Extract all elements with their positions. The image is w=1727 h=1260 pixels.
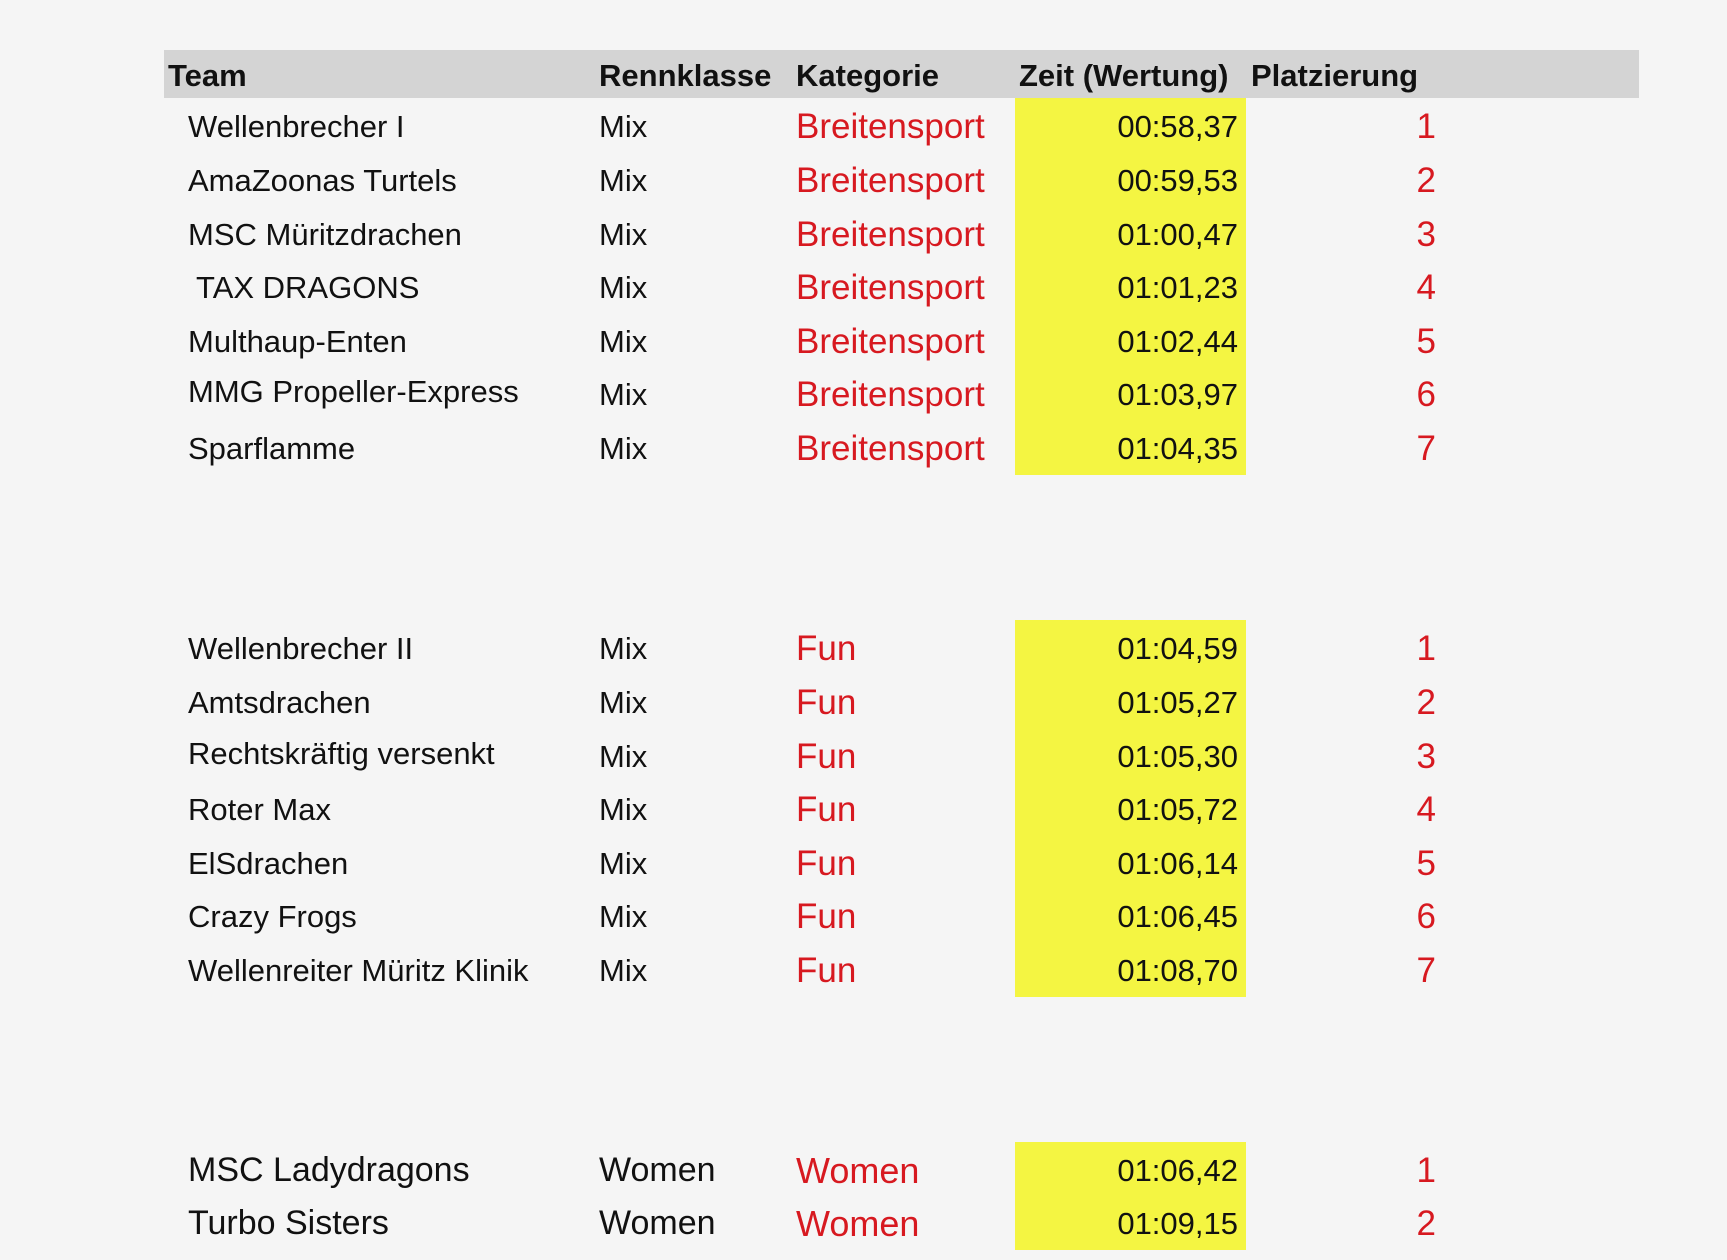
table-row	[0, 1197, 1727, 1250]
platzierung: 1	[1416, 1151, 1436, 1190]
rennklasse: Women	[599, 1204, 716, 1242]
team-name: AmaZoonas Turtels	[188, 163, 457, 198]
table-row	[0, 622, 1727, 675]
team-name: ElSdrachen	[188, 846, 349, 881]
rennklasse: Mix	[599, 846, 648, 881]
table-row	[0, 783, 1727, 836]
platzierung: 7	[1416, 951, 1436, 990]
team-name: Turbo Sisters	[188, 1204, 389, 1242]
rennklasse: Mix	[599, 953, 648, 988]
platzierung: 4	[1416, 268, 1436, 307]
table-row	[0, 208, 1727, 261]
platzierung: 1	[1416, 107, 1436, 146]
kategorie: Breitensport	[796, 161, 985, 200]
kategorie: Breitensport	[796, 107, 985, 146]
team-name: Sparflamme	[188, 431, 356, 466]
rennklasse: Mix	[599, 217, 648, 252]
platzierung: 3	[1416, 215, 1436, 254]
header-zeit: Zeit (Wertung)	[1019, 58, 1229, 93]
zeit: 00:59,53	[1117, 163, 1238, 198]
header-rennklasse: Rennklasse	[599, 58, 772, 93]
team-name: Roter Max	[188, 792, 331, 827]
team-name: Multhaup-Enten	[188, 324, 407, 359]
rennklasse: Women	[599, 1151, 716, 1189]
rennklasse: Mix	[599, 431, 648, 466]
kategorie: Fun	[796, 897, 857, 936]
team-name: Rechtskräftig versenkt	[188, 736, 495, 771]
header-team: Team	[168, 58, 247, 93]
table-row	[0, 890, 1727, 943]
team-name: Crazy Frogs	[188, 899, 357, 934]
rennklasse: Mix	[599, 739, 648, 774]
platzierung: 1	[1416, 629, 1436, 668]
team-name: Wellenbrecher II	[188, 631, 414, 666]
zeit: 01:05,27	[1117, 685, 1238, 720]
table-row	[0, 422, 1727, 475]
zeit: 01:04,59	[1117, 631, 1238, 666]
rennklasse: Mix	[599, 324, 648, 359]
rennklasse: Mix	[599, 792, 648, 827]
team-name: Amtsdrachen	[188, 685, 371, 720]
table-row	[0, 154, 1727, 207]
kategorie: Fun	[796, 951, 857, 990]
platzierung: 3	[1416, 737, 1436, 776]
zeit: 01:02,44	[1117, 324, 1238, 359]
platzierung: 5	[1416, 322, 1436, 361]
zeit: 01:05,72	[1117, 792, 1238, 827]
table-row	[0, 837, 1727, 890]
zeit: 00:58,37	[1117, 109, 1238, 144]
kategorie: Breitensport	[796, 268, 985, 307]
team-name: Wellenreiter Müritz Klinik	[188, 953, 529, 988]
table-row	[0, 261, 1727, 314]
zeit: 01:08,70	[1117, 953, 1238, 988]
table-header	[164, 50, 1639, 98]
kategorie: Breitensport	[796, 215, 985, 254]
zeit: 01:06,42	[1117, 1153, 1238, 1188]
header-platzierung: Platzierung	[1251, 58, 1419, 93]
rennklasse: Mix	[599, 270, 648, 305]
team-name: Wellenbrecher I	[188, 109, 405, 144]
rennklasse: Mix	[599, 377, 648, 412]
platzierung: 2	[1416, 683, 1436, 722]
rennklasse: Mix	[599, 163, 648, 198]
team-name: MMG Propeller-Express	[188, 374, 519, 409]
table-row	[0, 676, 1727, 729]
kategorie: Breitensport	[796, 429, 985, 468]
platzierung: 5	[1416, 844, 1436, 883]
kategorie: Fun	[796, 844, 857, 883]
table-row	[0, 368, 1727, 421]
platzierung: 2	[1416, 1204, 1436, 1243]
zeit: 01:00,47	[1117, 217, 1238, 252]
team-name: MSC Müritzdrachen	[188, 217, 462, 252]
table-row	[0, 730, 1727, 783]
team-name: TAX DRAGONS	[188, 270, 420, 305]
platzierung: 6	[1416, 897, 1436, 936]
kategorie: Women	[796, 1203, 920, 1244]
kategorie: Fun	[796, 790, 857, 829]
kategorie: Breitensport	[796, 375, 985, 414]
platzierung: 7	[1416, 429, 1436, 468]
platzierung: 2	[1416, 161, 1436, 200]
zeit: 01:05,30	[1117, 739, 1238, 774]
table-row	[0, 1144, 1727, 1197]
zeit: 01:06,14	[1117, 846, 1238, 881]
rennklasse: Mix	[599, 685, 648, 720]
platzierung: 4	[1416, 790, 1436, 829]
kategorie: Fun	[796, 683, 857, 722]
header-kategorie: Kategorie	[796, 58, 939, 93]
zeit: 01:01,23	[1117, 270, 1238, 305]
table-row	[0, 100, 1727, 153]
table-row	[0, 944, 1727, 997]
zeit: 01:06,45	[1117, 899, 1238, 934]
zeit: 01:09,15	[1117, 1206, 1238, 1241]
kategorie: Breitensport	[796, 322, 985, 361]
platzierung: 6	[1416, 375, 1436, 414]
rennklasse: Mix	[599, 109, 648, 144]
kategorie: Women	[796, 1150, 920, 1191]
zeit: 01:03,97	[1117, 377, 1238, 412]
kategorie: Fun	[796, 629, 857, 668]
zeit: 01:04,35	[1117, 431, 1238, 466]
kategorie: Fun	[796, 737, 857, 776]
rennklasse: Mix	[599, 899, 648, 934]
table-row	[0, 315, 1727, 368]
rennklasse: Mix	[599, 631, 648, 666]
team-name: MSC Ladydragons	[188, 1151, 470, 1189]
